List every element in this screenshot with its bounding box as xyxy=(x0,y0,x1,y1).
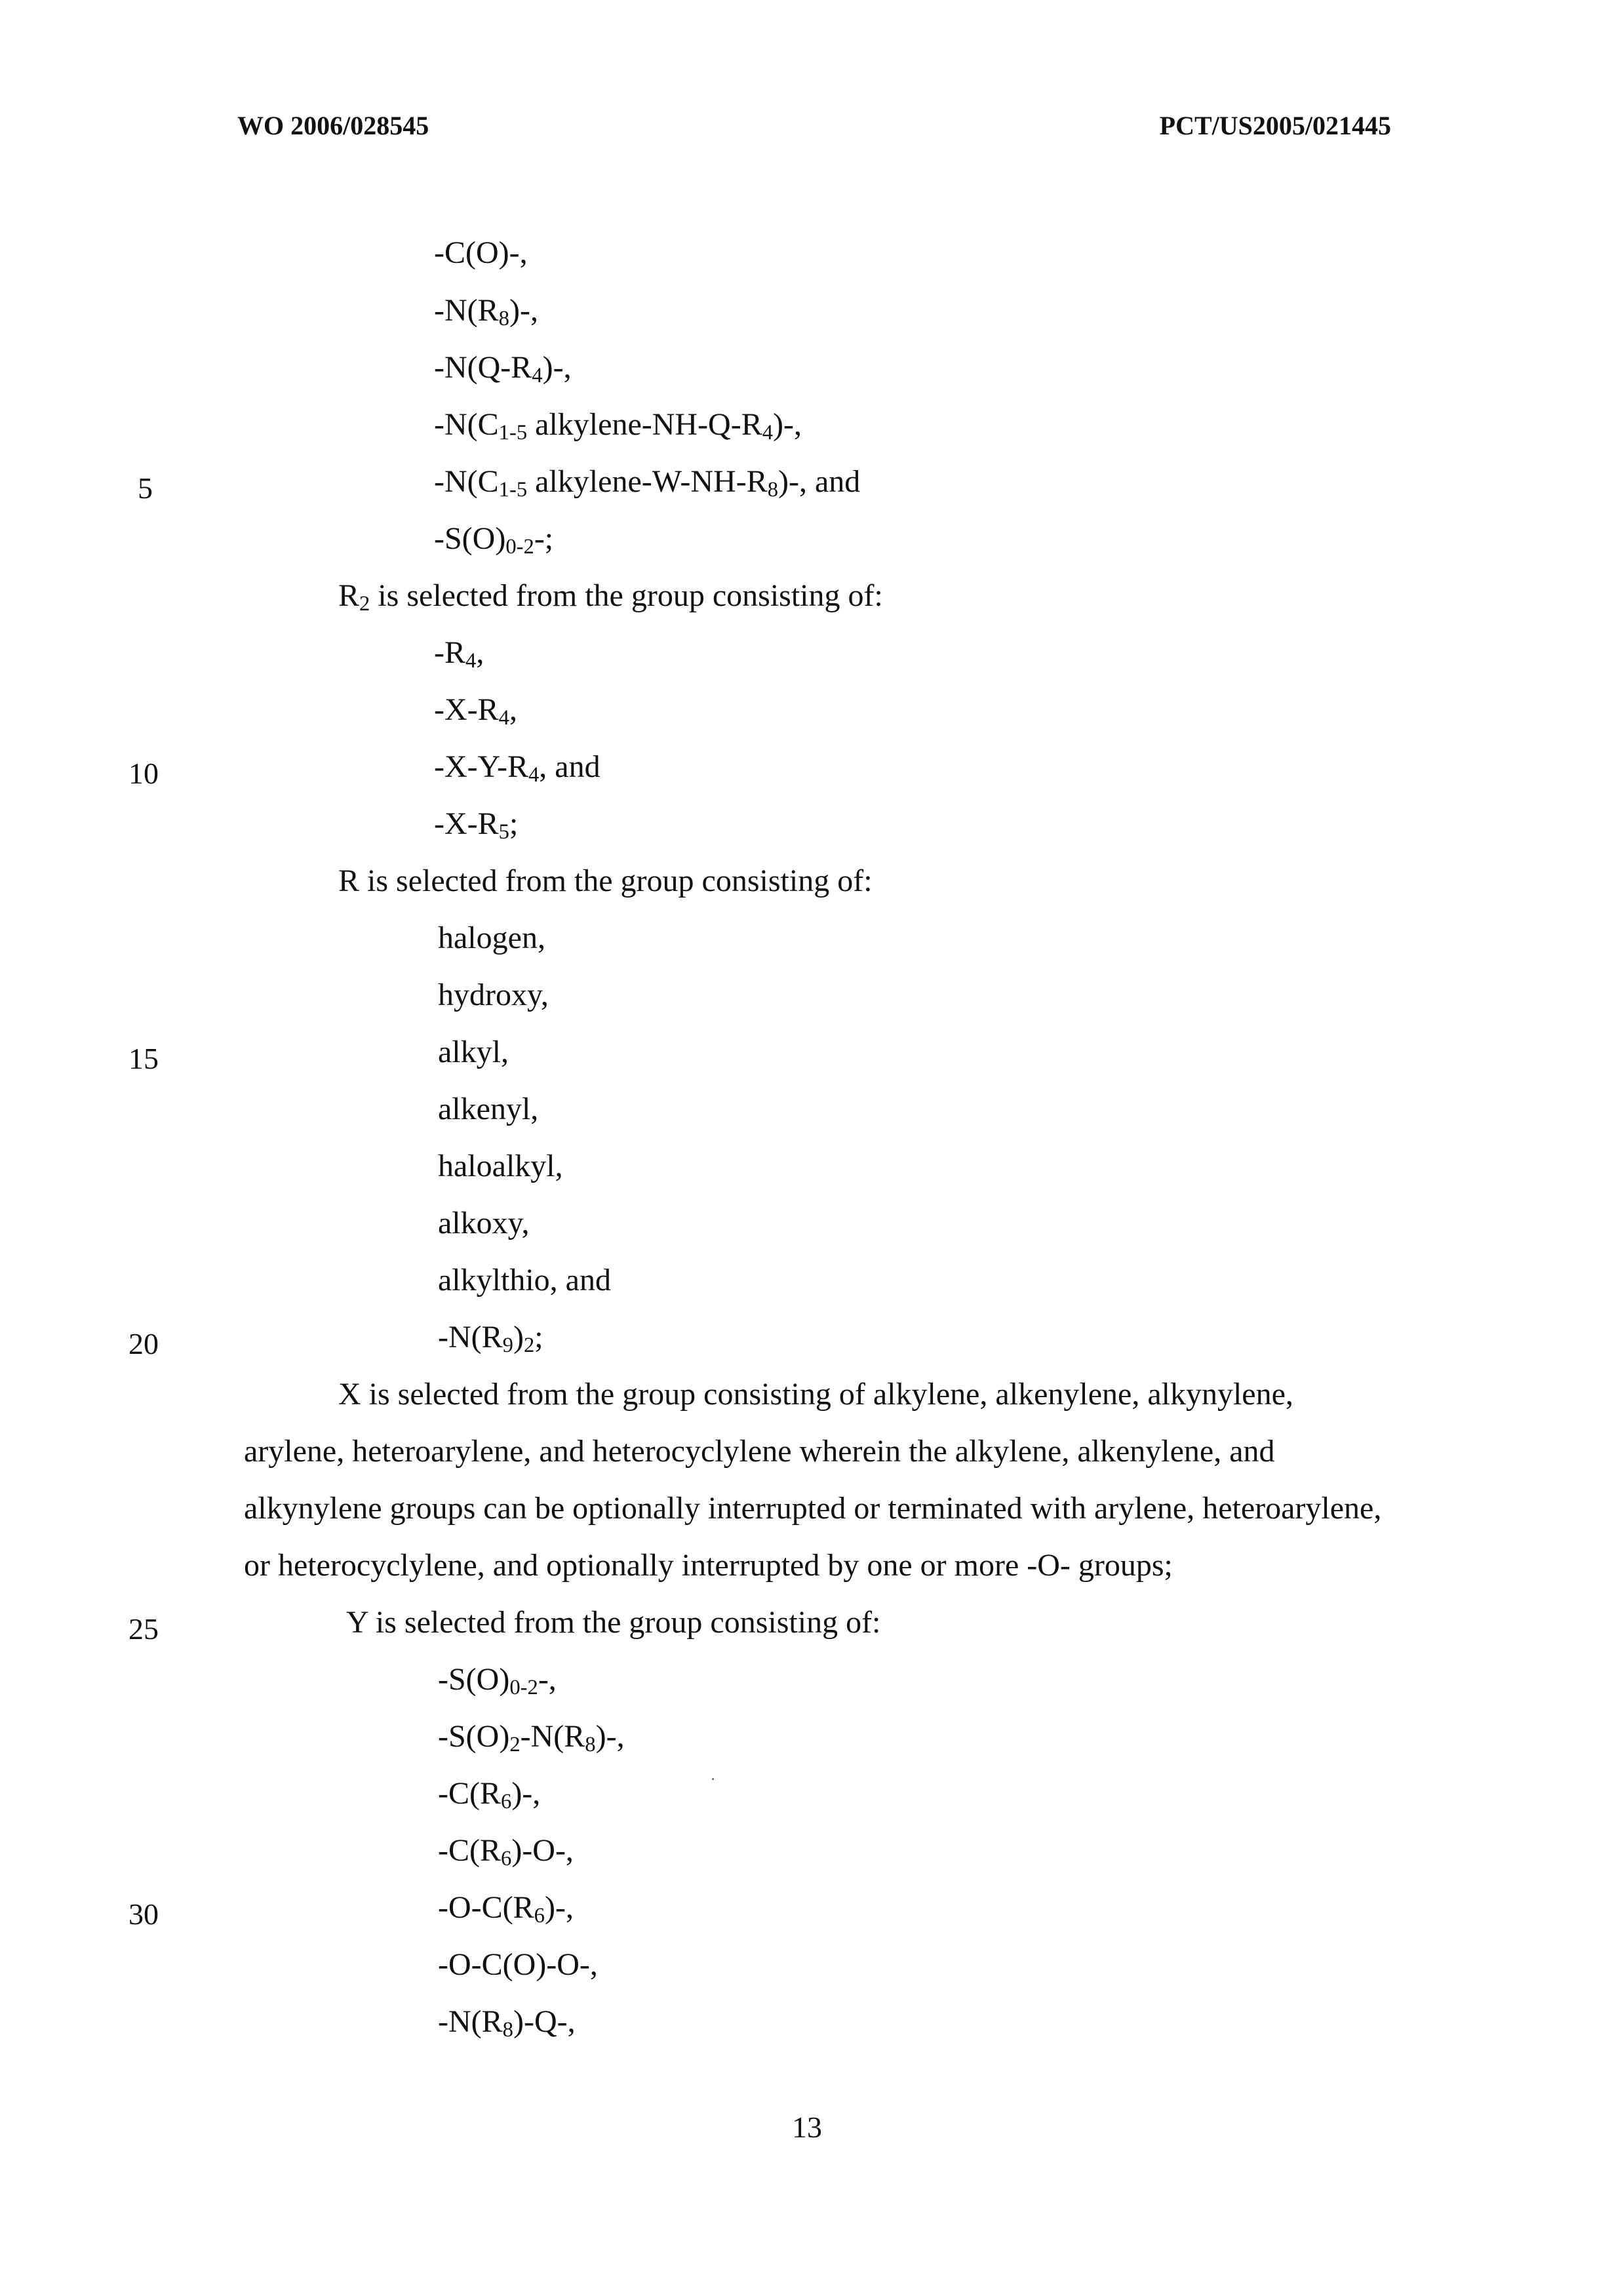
z-item: $-S(O)_{0-2}-$; xyxy=(434,521,554,559)
z-item: -C(O)-, xyxy=(434,235,528,270)
line-number: 20 xyxy=(128,1327,159,1360)
y-item: $-O-C(R_6)-$, xyxy=(438,1890,574,1928)
r-item: hydroxy, xyxy=(438,978,549,1012)
line-number: 30 xyxy=(128,1897,159,1931)
r-item: haloalkyl, xyxy=(438,1149,563,1183)
y-intro: Y is selected from the group consisting of: xyxy=(346,1605,881,1640)
line-number: 10 xyxy=(128,757,159,790)
z-item: $-N(R_8)-$, xyxy=(434,293,538,331)
x-paragraph-line: or heterocyclylene, and optionally interrupted by one or more -O- groups; xyxy=(244,1548,1173,1583)
r2-item: $-X-Y-R_4$, and xyxy=(434,749,600,787)
application-number: PCT/US2005/021445 xyxy=(1159,111,1391,140)
line-number: 15 xyxy=(128,1042,159,1075)
r-item: alkyl, xyxy=(438,1035,509,1069)
r2-item: $-R_4$, xyxy=(434,635,484,673)
y-item: $-N(R_8)-Q-$, xyxy=(438,2004,576,2042)
y-item: $-C(R_6)-$, xyxy=(438,1776,541,1814)
y-item: $-S(O)_{0-2}-$, xyxy=(438,1662,557,1700)
r-intro: R is selected from the group consisting of: xyxy=(338,863,873,898)
r-item: $-N(R_9)_2$; xyxy=(438,1320,543,1358)
z-item: $-N(C_{1-5}$ alkylene-$W-NH-R_8)-$, and xyxy=(434,464,861,502)
r-item: alkoxy, xyxy=(438,1206,530,1240)
r2-intro: $R_2$ is selected from the group consisting of: xyxy=(338,578,883,616)
x-paragraph-line: X is selected from the group consisting of alkylene, alkenylene, alkynylene, xyxy=(338,1377,1293,1412)
y-item: $-C(R_6)-O-$, xyxy=(438,1833,574,1871)
r-item: alkenyl, xyxy=(438,1092,539,1126)
y-item: -O-C(O)-O-, xyxy=(438,1947,598,1982)
r-item: alkylthio, and xyxy=(438,1263,611,1297)
scan-speck xyxy=(712,1778,714,1780)
line-number: 25 xyxy=(128,1612,159,1646)
page-number: 13 xyxy=(792,2110,822,2144)
x-paragraph-line: alkynylene groups can be optionally interrupted or terminated with arylene, heteroarylene, xyxy=(244,1491,1382,1526)
publication-number: WO 2006/028545 xyxy=(237,111,429,140)
r2-item: $-X-R_4$, xyxy=(434,692,517,730)
x-paragraph-line: arylene, heteroarylene, and heterocyclylene wherein the alkylene, alkenylene, and xyxy=(244,1434,1275,1469)
z-item: $-N(Q-R_4)-$, xyxy=(434,350,572,388)
line-number: 5 xyxy=(138,471,153,505)
r-item: halogen, xyxy=(438,920,545,955)
y-item: $-S(O)_2-N(R_8)-$, xyxy=(438,1719,625,1757)
z-item: $-N(C_{1-5}$ alkylene-$NH-Q-R_4)-$, xyxy=(434,407,802,445)
r2-item: $-X-R_5$; xyxy=(434,806,519,844)
